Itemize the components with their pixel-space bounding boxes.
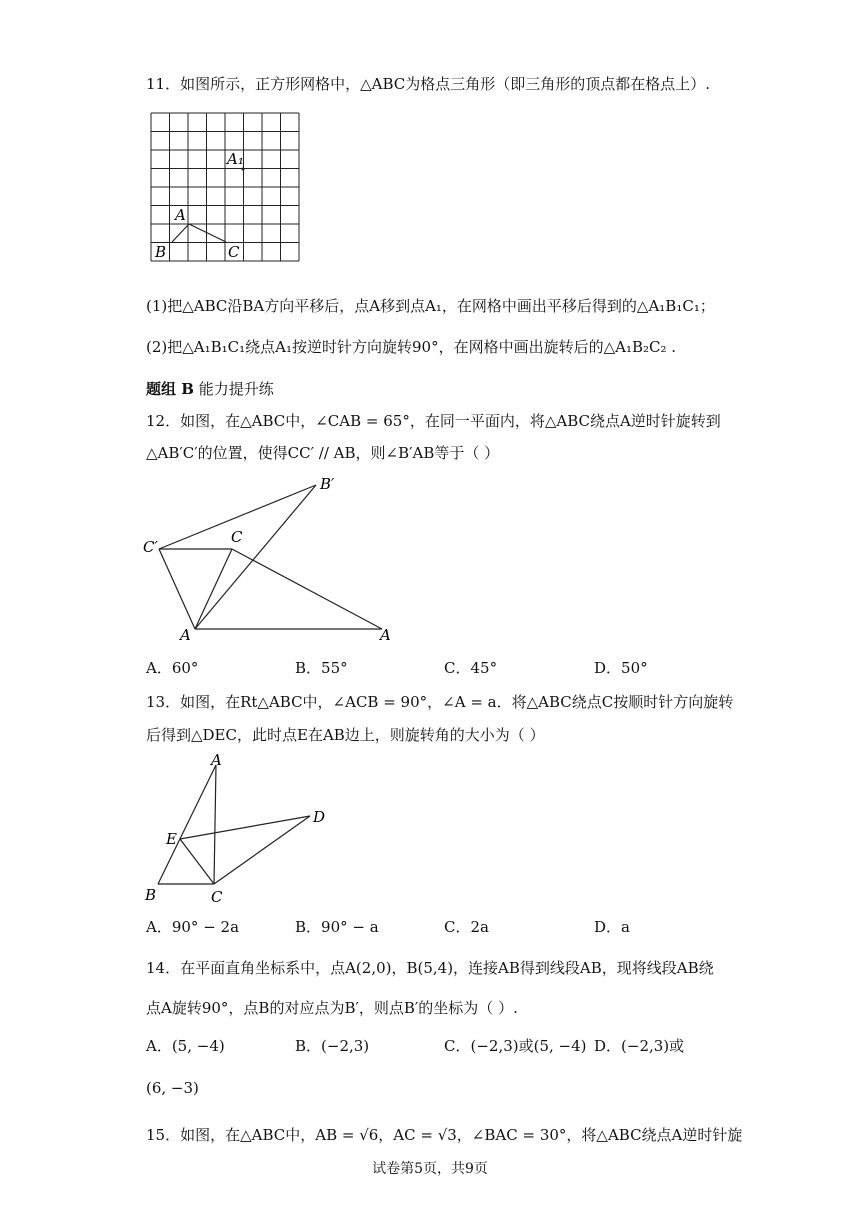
section-tag: 题组 B <box>146 380 194 398</box>
q14-line1: 14．在平面直角坐标系中，点A(2,0)，B(5,4)，连接AB得到线段AB，现将线段AB绕 <box>146 959 714 977</box>
seg-E-C <box>180 839 214 884</box>
seg-A-C <box>195 549 232 629</box>
q12-option-b[interactable]: B．55° <box>295 659 348 677</box>
label-C: C <box>228 243 240 261</box>
label-A: A <box>175 206 186 224</box>
label-Cp: C′ <box>143 538 158 556</box>
page-footer: 试卷第5页，共9页 <box>372 1161 488 1177</box>
label-B: B <box>155 243 167 261</box>
label-C: C <box>231 528 243 546</box>
q15-line1: 15．如图，在△ABC中，AB = √6，AC = √3，∠BAC = 30°，将△ABC绕点A逆时针旋 <box>146 1126 743 1144</box>
q13-option-d[interactable]: D．a <box>594 918 630 936</box>
seg-E-D <box>180 816 310 839</box>
q13-option-c[interactable]: C．2a <box>444 918 489 936</box>
section-heading <box>146 378 274 399</box>
q11-part2: (2)把△A₁B₁C₁绕点A₁按逆时针方向旋转90°，在网格中画出旋转后的△A₁B₂C₂ . <box>146 338 677 356</box>
grid-lines <box>151 113 299 261</box>
label-C: C <box>211 888 223 906</box>
label-A1: A₁ <box>227 150 244 168</box>
seg-A-Bp <box>195 485 316 629</box>
label-A-right: A <box>380 626 391 644</box>
q13-figure <box>140 750 340 910</box>
q13-option-b[interactable]: B．90° − a <box>295 918 379 936</box>
q12-line2: △AB′C′的位置，使得CC′ // AB，则∠B′AB等于（ ） <box>146 444 500 462</box>
label-A: A <box>211 751 222 769</box>
q12-option-a[interactable]: A．60° <box>146 659 199 677</box>
seg-C-D <box>214 816 310 884</box>
seg-A-B <box>158 765 216 884</box>
q11-stem: 11．如图所示，正方形网格中，△ABC为格点三角形（即三角形的顶点都在格点上）. <box>146 75 711 93</box>
q12-option-c[interactable]: C．45° <box>444 659 498 677</box>
q14-option-d[interactable]: D．(−2,3)或 <box>594 1037 685 1055</box>
q11-part1: (1)把△ABC沿BA方向平移后，点A移到点A₁，在网格中画出平移后得到的△A₁B₁C₁； <box>146 297 715 315</box>
q14-option-d-continued: (6, −3) <box>146 1079 199 1097</box>
q14-option-c[interactable]: C．(−2,3)或(5, −4) <box>444 1037 587 1055</box>
seg-A-C <box>214 765 216 884</box>
seg-C-B <box>232 549 382 629</box>
section-title: 能力提升练 <box>198 380 274 398</box>
label-A-left: A <box>180 626 191 644</box>
q14-line2: 点A旋转90°，点B的对应点为B′，则点B′的坐标为（ ）. <box>146 999 518 1017</box>
label-Bp: B′ <box>320 475 335 493</box>
seg-Cp-A <box>159 549 195 629</box>
q12-line1: 12．如图，在△ABC中，∠CAB = 65°，在同一平面内，将△ABC绕点A逆时针旋转到 <box>146 412 721 430</box>
q13-option-a[interactable]: A．90° − 2a <box>146 918 240 936</box>
q11-grid-figure <box>150 112 302 264</box>
label-E: E <box>166 830 177 848</box>
q13-line2: 后得到△DEC，此时点E在AB边上，则旋转角的大小为（ ） <box>146 726 545 744</box>
segment-AC <box>189 224 226 242</box>
q13-line1: 13．如图，在Rt△ABC中，∠ACB = 90°，∠A = a．将△ABC绕点C按顺时针方向旋转 <box>146 693 734 711</box>
q12-option-d[interactable]: D．50° <box>594 659 648 677</box>
q12-figure <box>140 472 410 647</box>
segment-BA <box>172 224 189 242</box>
q14-option-b[interactable]: B．(−2,3) <box>295 1037 370 1055</box>
label-D: D <box>313 808 326 826</box>
label-B: B <box>145 886 157 904</box>
q14-option-a[interactable]: A．(5, −4) <box>146 1037 225 1055</box>
